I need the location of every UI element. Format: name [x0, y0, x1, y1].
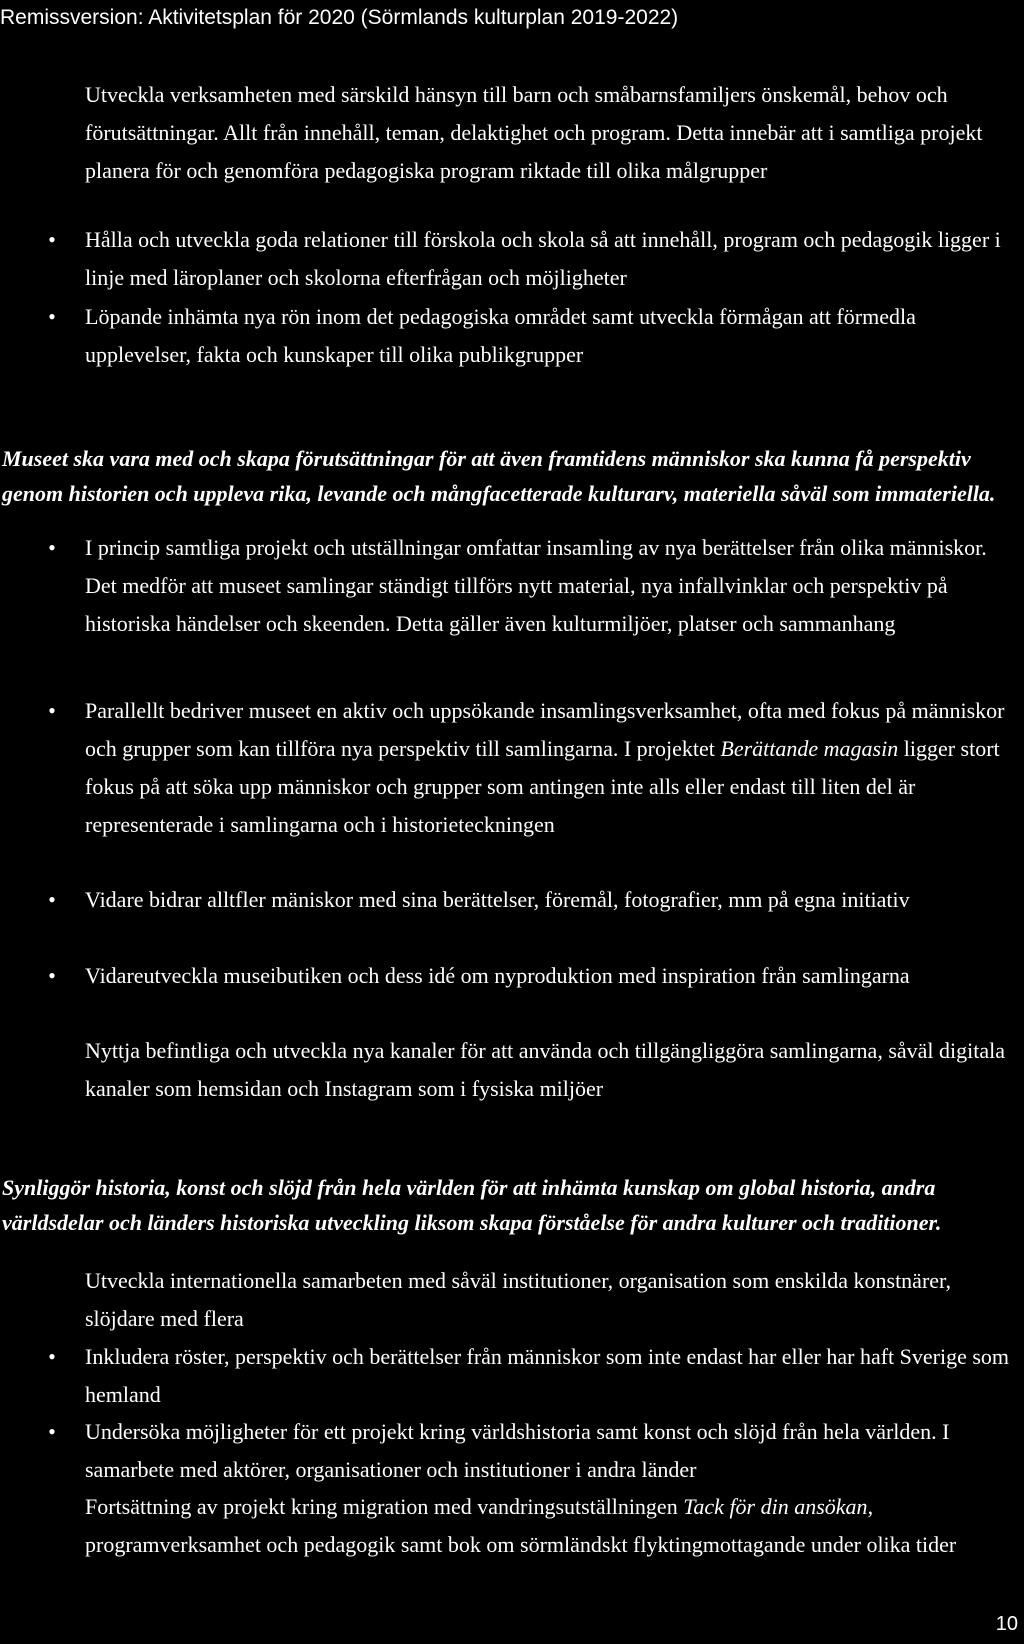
section2-heading: Museet ska vara med och skapa förutsättningar för att även framtidens människor ska kunna få perspektiv genom historien och uppleva rika, levande och mångfacetterade kulturarv, materiella såväl som immateriella. [2, 446, 996, 506]
list-item-text: Undersöka möjligheter för ett projekt kring världshistoria samt konst och slöjd från hela världen. I samarbete med aktörer, organisationer och institutioner i andra länder [85, 1419, 950, 1482]
list-item [46, 1338, 1018, 1414]
list-item-text: I princip samtliga projekt och utställningar omfattar insamling av nya berättelser från olika människor. Det medför att museet samlingar ständigt tillförs nytt material, nya infallvinklar och perspektiv på historiska händelser och skeenden. Detta gäller även kulturmiljöer, platser och sammanhang [85, 535, 987, 636]
page-number: 10 [995, 1613, 1018, 1635]
bullet-icon: • [48, 963, 56, 988]
list-item [46, 221, 1018, 297]
bullet-icon: • [48, 698, 56, 723]
section3-paragraph: Utveckla internationella samarbeten med såväl institutioner, organisation som enskilda konstnärer, slöjdare med flera [85, 1268, 951, 1331]
page-header: Remissversion: Aktivitetsplan för 2020 (Sörmlands kulturplan 2019-2022) [0, 6, 679, 29]
list-item [46, 529, 1018, 643]
list-item [46, 298, 1018, 374]
bullet-icon: • [48, 227, 56, 252]
section3-paragraph [85, 1488, 1015, 1564]
list-item-text: Löpande inhämta nya rön inom det pedagogiska området samt utveckla förmågan att förmedla upplevelser, fakta och kunskaper till olika publikgrupper [85, 304, 916, 367]
list-item [46, 692, 1018, 844]
list-item-text [85, 692, 1018, 844]
bullet-icon: • [48, 1419, 56, 1444]
exhibition-title: Tack för din ansökan [683, 1494, 868, 1519]
bullet-icon: • [48, 535, 56, 560]
section1-intro: Utveckla verksamheten med särskild hänsyn till barn och småbarnsfamiljers önskemål, behov och förutsättningar. Allt från innehåll, teman, delaktighet och program. Detta innebär att i samtliga projekt planera för och genomföra pedagogiska program riktade till olika målgrupper [85, 82, 983, 183]
bullet-icon: • [48, 887, 56, 912]
section2-paragraph: Nyttja befintliga och utveckla nya kanaler för att använda och tillgängliggöra samlingarna, såväl digitala kanaler som hemsidan och Instagram som i fysiska miljöer [85, 1038, 1006, 1101]
list-item-text: Vidareutveckla museibutiken och dess idé om nyproduktion med inspiration från samlingarna [85, 963, 910, 988]
paragraph-text-part: , programverksamhet och pedagogik samt bok om sörmländskt flyktingmottagande under olika tider [85, 1494, 957, 1557]
list-item-text: Vidare bidrar alltfler mäniskor med sina berättelser, föremål, fotografier, mm på egna initiativ [85, 887, 910, 912]
list-item [46, 957, 1018, 995]
bullet-icon: • [48, 304, 56, 329]
project-title: Berättande magasin [720, 736, 899, 761]
list-item [46, 881, 1018, 919]
bullet-icon: • [48, 1344, 56, 1369]
list-item [46, 1413, 1018, 1489]
list-item-text-part: ligger stort fokus på att söka upp människor och grupper som antingen inte alls eller endast till liten del är representerade i samlingarna och i historieteckningen [85, 736, 1000, 837]
list-item-text-part: Parallellt bedriver museet en aktiv och uppsökande insamlingsverksamhet, ofta med fokus på människor och grupper som kan tillföra nya perspektiv till samlingarna. I projektet [85, 698, 1005, 761]
list-item-text: Inkludera röster, perspektiv och berättelser från människor som inte endast har eller har haft Sverige som hemland [85, 1344, 1010, 1407]
list-item-text: Hålla och utveckla goda relationer till förskola och skola så att innehåll, program och pedagogik ligger i linje med läroplaner och skolorna efterfrågan och möjligheter [85, 227, 1001, 290]
paragraph-text-part: Fortsättning av projekt kring migration med vandringsutställningen [85, 1494, 684, 1519]
section3-heading: Synliggör historia, konst och slöjd från hela världen för att inhämta kunskap om global historia, andra världsdelar och länders historiska utveckling liksom skapa förståelse för andra kulturer och traditioner. [2, 1175, 942, 1235]
